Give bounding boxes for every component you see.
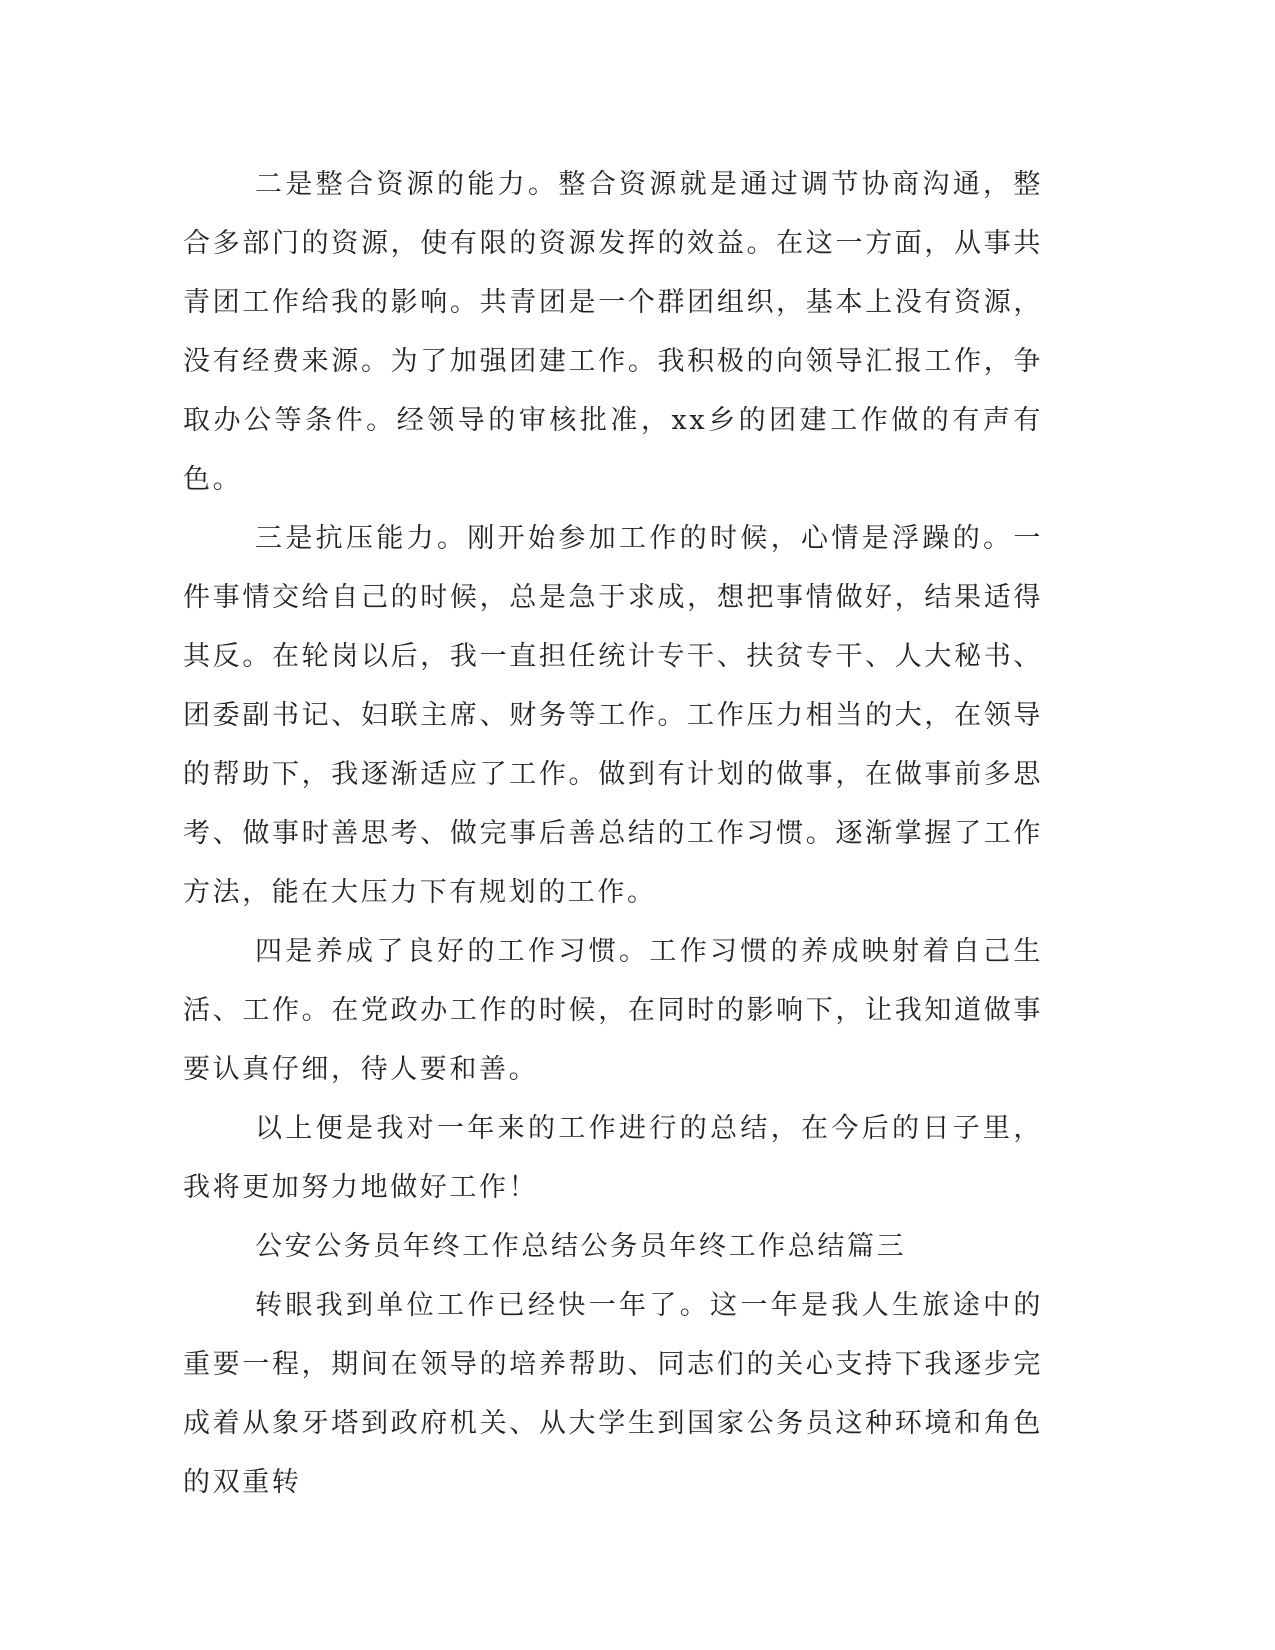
paragraph-pressure-resistance: 三是抗压能力。刚开始参加工作的时候，心情是浮躁的。一件事情交给自己的时候，总是急于求成，想把事情做好，结果适得其反。在轮岗以后，我一直担任统计专干、扶贫专干、人大秘书、团委副书记、妇联主席、财务等工作。工作压力相当的大，在领导的帮助下，我逐渐适应了工作。做到有计划的做事，在做事前多思考、做事时善思考、做完事后善总结的工作习惯。逐渐掌握了工作方法，能在大压力下有规划的工作。 — [183, 523, 1043, 908]
paragraph-year-review: 转眼我到单位工作已经快一年了。这一年是我人生旅途中的重要一程，期间在领导的培养帮助、同志们的关心支持下我逐步完成着从象牙塔到政府机关、从大学生到国家公务员这种环境和角色的双重转 — [183, 1290, 1043, 1498]
paragraph-conclusion: 以上便是我对一年来的工作进行的总结，在今后的日子里，我将更加努力地做好工作！ — [183, 1113, 1043, 1203]
paragraph-integrate-resources: 二是整合资源的能力。整合资源就是通过调节协商沟通，整合多部门的资源，使有限的资源发挥的效益。在这一方面，从事共青团工作给我的影响。共青团是一个群团组织，基本上没有资源，没有经费来源。为了加强团建工作。我积极的向领导汇报工作，争取办公等条件。经领导的审核批准，xx乡的团建工作做的有声有色。 — [183, 169, 1043, 495]
document-body — [183, 155, 1043, 1512]
section-heading: 公安公务员年终工作总结公务员年终工作总结篇三 — [255, 1231, 907, 1262]
paragraph-work-habits: 四是养成了良好的工作习惯。工作习惯的养成映射着自己生活、工作。在党政办工作的时候，在同时的影响下，让我知道做事要认真仔细，待人要和善。 — [183, 936, 1043, 1085]
